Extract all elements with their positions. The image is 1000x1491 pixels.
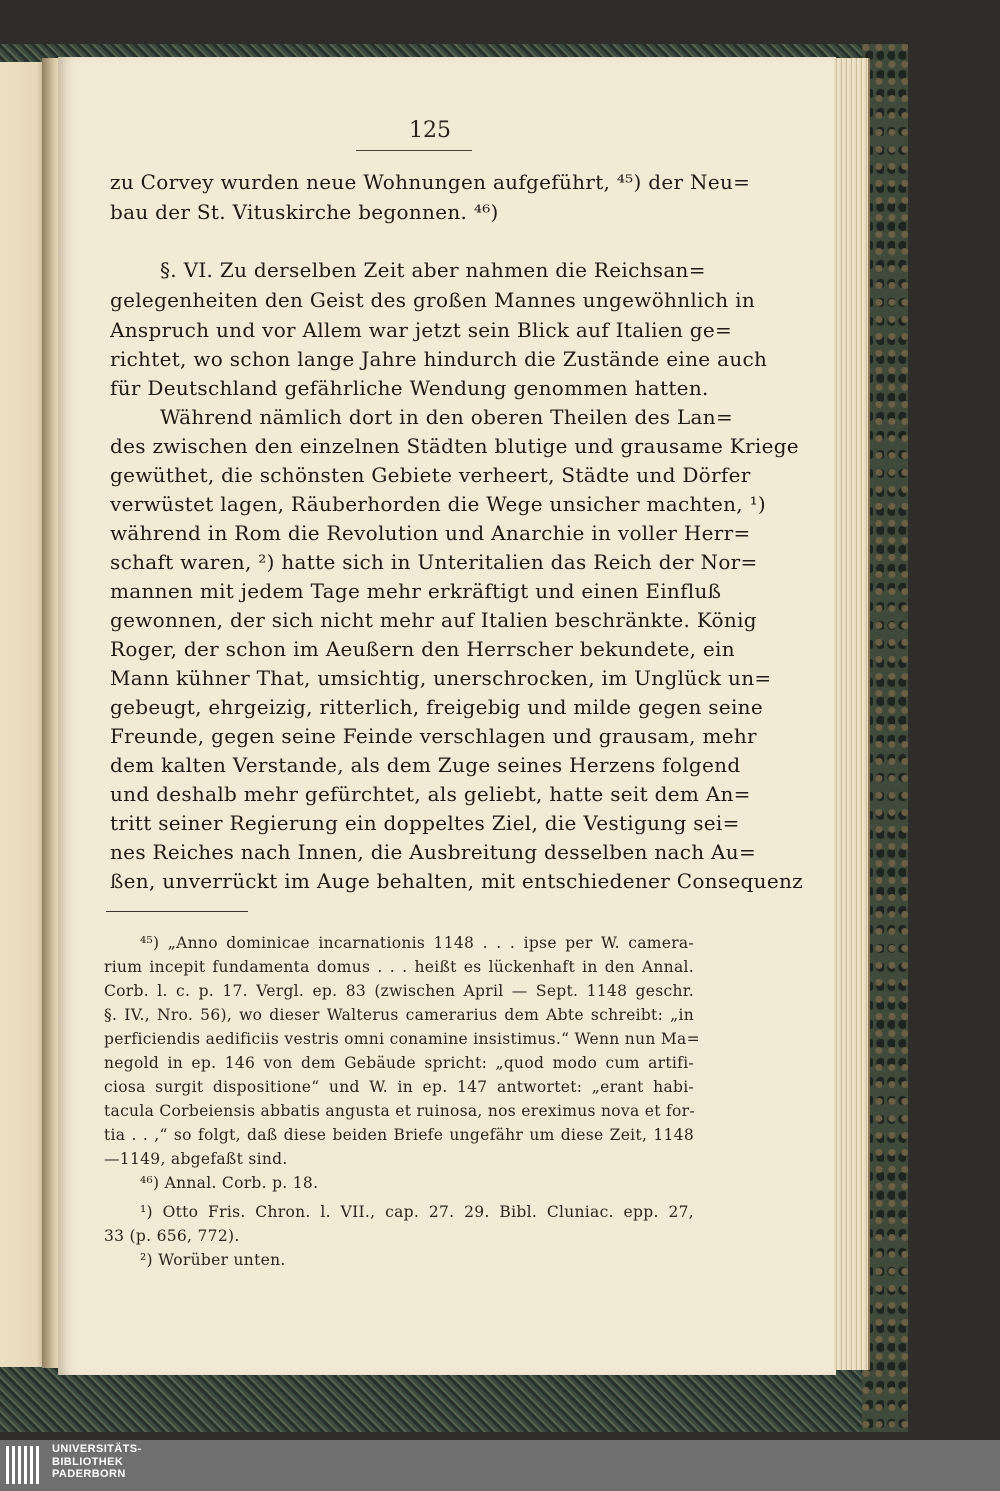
footnote-line: ciosa surgit dispositione“ und W. in ep. 147 antwortet: „erant habi- bbox=[104, 1078, 694, 1096]
footnote-line: —1149, abgefaßt sind. bbox=[104, 1150, 288, 1168]
footnote-line: tacula Corbeiensis abbatis angusta et ruinosa, nos ereximus nova et for- bbox=[104, 1102, 695, 1120]
footnote-line: tia . . ,“ so folgt, daß diese beiden Briefe ungefähr um diese Zeit, 1148 bbox=[104, 1126, 694, 1144]
body-line: ßen, unverrückt im Auge behalten, mit entschiedener Consequenz bbox=[110, 869, 803, 893]
body-line: Anspruch und vor Allem war jetzt sein Blick auf Italien ge= bbox=[110, 318, 733, 342]
body-line: gelegenheiten den Geist des großen Mannes ungewöhnlich in bbox=[110, 288, 756, 312]
library-name-line: PADERBORN bbox=[52, 1468, 126, 1480]
body-line: tritt seiner Regierung ein doppeltes Ziel, die Vestigung sei= bbox=[110, 811, 740, 835]
body-line: bau der St. Vituskirche begonnen. ⁴⁶) bbox=[110, 200, 499, 224]
body-line: gewonnen, der sich nicht mehr auf Italien beschränkte. König bbox=[110, 608, 757, 632]
page-number: 125 bbox=[409, 118, 451, 143]
library-name-line: UNIVERSITÄTS- bbox=[52, 1443, 142, 1455]
footnote-line: ⁴⁶) Annal. Corb. p. 18. bbox=[140, 1174, 319, 1192]
left-page bbox=[0, 62, 46, 1367]
body-line: zu Corvey wurden neue Wohnungen aufgeführt, ⁴⁵) der Neu= bbox=[110, 170, 751, 194]
body-line: und deshalb mehr gefürchtet, als geliebt, hatte seit dem An= bbox=[110, 782, 751, 806]
body-line: mannen mit jedem Tage mehr erkräftigt und einen Einfluß bbox=[110, 579, 722, 603]
library-name bbox=[52, 1443, 142, 1481]
body-line: gebeugt, ehrgeizig, ritterlich, freigebig und milde gegen seine bbox=[110, 695, 763, 719]
footnote-rule bbox=[106, 911, 248, 912]
footnote-line: 33 (p. 656, 772). bbox=[104, 1227, 240, 1245]
library-footer bbox=[0, 1440, 1000, 1491]
footnote-line: ¹) Otto Fris. Chron. l. VII., cap. 27. 29. Bibl. Cluniac. epp. 27, bbox=[140, 1203, 694, 1221]
page-edges bbox=[834, 58, 870, 1370]
footnote-line: ⁴⁵) „Anno dominicae incarnationis 1148 . . . ipse per W. camera- bbox=[140, 934, 694, 952]
body-line: gewüthet, die schönsten Gebiete verheert, Städte und Dörfer bbox=[110, 463, 751, 487]
body-line: richtet, wo schon lange Jahre hindurch die Zustände eine auch bbox=[110, 347, 768, 371]
library-logo-icon bbox=[6, 1446, 44, 1484]
body-line: während in Rom die Revolution und Anarchie in voller Herr= bbox=[110, 521, 751, 545]
footnote-line: rium incepit fundamenta domus . . . heißt es lückenhaft in den Annal. bbox=[104, 958, 694, 976]
body-line: Während nämlich dort in den oberen Theilen des Lan= bbox=[160, 405, 734, 429]
body-line: Mann kühner That, umsichtig, unerschrocken, im Unglück un= bbox=[110, 666, 772, 690]
body-line: für Deutschland gefährliche Wendung genommen hatten. bbox=[110, 376, 709, 400]
footnote-line: negold in ep. 146 von dem Gebäude spricht: „quod modo cum artifi- bbox=[104, 1054, 694, 1072]
footnote-line: perficiendis aedificiis vestris omni conamine insistimus.“ Wenn nun Ma= bbox=[104, 1030, 700, 1048]
footnote-line: §. IV., Nro. 56), wo dieser Walterus camerarius dem Abte schreibt: „in bbox=[104, 1006, 694, 1024]
body-line: des zwischen den einzelnen Städten blutige und grausame Kriege bbox=[110, 434, 799, 458]
body-line: Roger, der schon im Aeußern den Herrscher bekundete, ein bbox=[110, 637, 735, 661]
body-line: verwüstet lagen, Räuberhorden die Wege unsicher machten, ¹) bbox=[110, 492, 767, 516]
footnote-line: ²) Worüber unten. bbox=[140, 1251, 286, 1269]
footnote-line: Corb. l. c. p. 17. Vergl. ep. 83 (zwischen April — Sept. 1148 geschr. bbox=[104, 982, 694, 1000]
library-name-line: BIBLIOTHEK bbox=[52, 1455, 124, 1468]
body-line: Freunde, gegen seine Feinde verschlagen und grausam, mehr bbox=[110, 724, 757, 748]
section-heading-line: §. VI. Zu derselben Zeit aber nahmen die Reichsan= bbox=[160, 258, 706, 282]
body-line: schaft waren, ²) hatte sich in Unteritalien das Reich der Nor= bbox=[110, 550, 758, 574]
body-line: dem kalten Verstande, als dem Zuge seines Herzens folgend bbox=[110, 753, 741, 777]
body-line: nes Reiches nach Innen, die Ausbreitung desselben nach Au= bbox=[110, 840, 757, 864]
page-number-rule bbox=[356, 150, 472, 151]
